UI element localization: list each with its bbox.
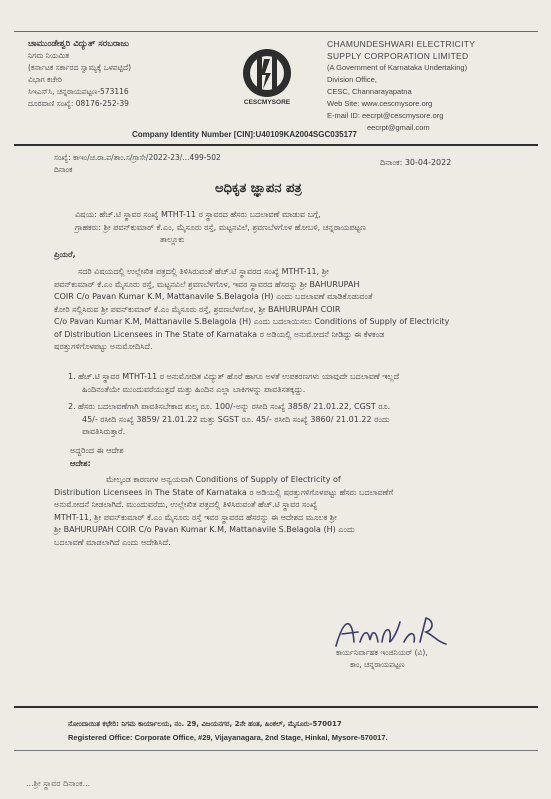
- condition-item-1: [68, 371, 399, 396]
- signatory-place: ಕಾಂ, ಚನ್ನರಾಯಪಟ್ಟಣ: [350, 660, 405, 669]
- condition-item-2: [68, 401, 390, 439]
- p1-line: COIR C/o Pavan Kumar K.M, Mattanavile S.Belagola (H) ಎಂದು ಬದಲಾವಣೆ ಮಾಡಿಕೊಡುವಂತೆ: [54, 292, 373, 301]
- logo-caption: CESCMYSORE: [243, 99, 291, 106]
- body-paragraph-2: [54, 474, 393, 549]
- item2-line: 2. ಹೆಸರು ಬದಲಾವಣೆಗಾಗಿ ಪಾವತಿಸಬೇಕಾದ ಶುಲ್ಕ ರೂ. 100/-ಅನ್ನು ರಸೀದಿ ಸಂಖ್ಯೆ 3858/ 21.01.22, CGST ರೂ.: [68, 402, 391, 411]
- reference-date: ದಿನಾಂಕ: 30-04-2022: [380, 158, 452, 167]
- footer-rule: [14, 706, 538, 708]
- item2-line: 45/- ರಸೀದಿ ಸಂಖ್ಯೆ 3859/ 21.01.22 ಮತ್ತು SGST ರೂ. 45/- ರಸೀದಿ ಸಂಖ್ಯೆ 3860/ 21.01.22 ರಂದು: [82, 414, 390, 424]
- org-line-2: ನಿಗಮ ನಿಯಮಿತ: [28, 51, 70, 60]
- item1-line: 1. ಹೆಚ್.ಟಿ ಸ್ಥಾವರ MTHT-11 ರ ಅನುಮೋದಿತ ವಿದ್ಯುತ್ ಹೊರೆ ಹಾಗೂ ಅಳತೆ ಉಪಕರಣಗಳು ಯಾವುದೇ ಬದಲಾವಣೆ ಇಲ್ಲದೆ: [68, 372, 400, 381]
- org-line-en-8: eecrpt@gmail.com: [367, 123, 430, 132]
- company-cin: Company Identity Number [CIN]:U40109KA2004SGC035177: [132, 130, 357, 139]
- reference-number: ಸಂಖ್ಯೆ: ಕಾಇಂ/ಚ.ರಾ.ಪ/ತಾಂ.ಸ/ಗ್ರಾಸೇ/2022-23/...499-502: [54, 153, 221, 162]
- org-line-en-7: E-mail ID: eecrpt@cescmysore.org: [327, 111, 444, 120]
- cesc-logo: [238, 45, 296, 111]
- org-line-5: ಸಿಇಎಸ್‌ಸಿ, ಚನ್ನರಾಯಪಟ್ಟಣ-573116: [28, 87, 129, 96]
- p2-line: ಮೇಲ್ಕಂಡ ಕಾರಣಗಳ ಅನ್ವಯವಾಗಿ Conditions of Supply of Electricity of: [106, 475, 341, 484]
- p2-line: ಬದಲಾವಣೆ ಮಾಡಲಾಗಿದೆ ಎಂದು ಆದೇಶಿಸಿದೆ.: [54, 537, 171, 547]
- org-name-kannada: ಚಾಮುಂಡೇಶ್ವರಿ ವಿದ್ಯುತ್ ಸರಬರಾಜು: [28, 39, 129, 49]
- org-line-en-6: Web Site: www.cescmysore.org: [327, 99, 433, 108]
- header-left: [28, 38, 131, 110]
- order-label: ಆದೇಶ:: [70, 459, 91, 468]
- signature-scribble: [330, 612, 460, 652]
- p1-line: ಸದರಿ ವಿಷಯದಲ್ಲಿ ಉಲ್ಲೇಖಿತ ಪತ್ರದಲ್ಲಿ ತಿಳಿಸಿರುವಂತೆ ಹೆಚ್.ಟಿ ಸ್ಥಾವರದ ಸಂಖ್ಯೆ MTHT-11, ಶ್ರೀ: [78, 267, 329, 276]
- item2-line: ಪಾವತಿಸಿರುತ್ತಾರೆ.: [82, 427, 126, 436]
- subject-line-1: ವಿಷಯ: ಹೆಚ್.ಟಿ ಸ್ಥಾವರ ಸಂಖ್ಯೆ MTHT-11 ರ ಸ್ಥಾವರದ ಹೆಸರು ಬದಲಾವಣೆ ಮಾಡುವ ಬಗ್ಗೆ,: [75, 210, 321, 219]
- p1-line: C/o Pavan Kumar K.M, Mattanavile S.Belagola (H) ಎಂದು ಬದಲಾಯಿಸಲು Conditions of Supply of Electricity: [54, 317, 450, 326]
- org-line-3: (ಕರ್ನಾಟಕ ಸರ್ಕಾರದ ಸ್ವಾಮ್ಯಕ್ಕೆ ಒಳಪಟ್ಟಿದೆ): [28, 63, 132, 72]
- p2-line: ಶ್ರೀ BAHURUPAH COIR C/o Pavan Kumar K.M, Mattanavile S.Belagola (H) ಎಂದು: [54, 525, 355, 534]
- p1-line: ಷರತ್ತುಗಳಿಗೊಳಪಟ್ಟು ಅನುಮೋದಿಸಿದೆ.: [54, 342, 153, 351]
- salutation: ಪ್ರಿಯರೆ,: [54, 250, 76, 259]
- subject-line-2: ಗ್ರಾಹಕರು: ಶ್ರೀ ಪವನ್‌ಕುಮಾರ್ ಕೆ.ಎಂ, ಮೈಸೂರು ರಸ್ತೆ, ಮಟ್ಟನವಿಲೆ, ಶ್ರವಣಬೆಳಗೊಳ ಹೋಬಳಿ, ಚನ್ನರಾಯಪಟ್ಟಣ: [75, 222, 366, 232]
- org-name-english-2: SUPPLY CORPORATION LIMITED: [327, 51, 469, 61]
- reference-to-label: ದಿನಾಂಕ: [54, 165, 73, 174]
- header-right: [327, 38, 475, 134]
- p1-line: ಕೋರಿ ಸಲ್ಲಿಸಿರುವ ಶ್ರೀ ಪವನ್‌ಕುಮಾರ್ ಕೆ.ಎಂ ಮೈಸೂರು ರಸ್ತೆ, ಶ್ರವಣಬೆಳಗೊಳ, ಶ್ರೀ BAHURUPAH COIR: [54, 304, 341, 314]
- signatory-title: ಕಾರ್ಯನಿರ್ವಾಹಕ ಇಂಜಿನಿಯರ್ (ವಿ),: [336, 648, 428, 657]
- footer-kannada: ನೋಂದಾಯಿತ ಕಛೇರಿ: ನಿಗಮ ಕಾರ್ಯಾಲಯ, ನಂ. 29, ವಿಜಯನಗರ, 2ನೇ ಹಂತ, ಹಿಂಕಲ್, ಮೈಸೂರು-570017: [68, 720, 342, 728]
- header-top-rule: [14, 31, 538, 32]
- accordingly-line: ಅದ್ದರಿಂದ ಈ ಆದೇಶ: [70, 446, 124, 455]
- memo-title: ಅಧಿಕೃತ ಜ್ಞಾಪನ ಪತ್ರ: [215, 181, 302, 196]
- org-line-en-4: Division Office,: [327, 75, 377, 84]
- subject-line-3: ತಾಲ್ಲೂಕು: [160, 235, 185, 244]
- p2-line: ಅನುಮೋದನೆ ನೀಡಲಾಗಿದೆ. ಮುಂದುವರೆದು, ಉಲ್ಲೇಖಿತ ಪತ್ರದಲ್ಲಿ ತಿಳಿಸಿರುವಂತೆ ಹೆಚ್.ಟಿ ಸ್ಥಾವರ ಸಂಖ್ಯೆ: [54, 500, 318, 509]
- item1-line: ಹಿಂದಿನಂತೆಯೇ ಮುಂದುವರೆಯುತ್ತದೆ ಮತ್ತು ಹಿಂದಿನ ಎಲ್ಲಾ ಬಾಕಿಗಳನ್ನು ಪಾವತಿಸತಕ್ಕದ್ದು.: [82, 384, 306, 394]
- footer-english: Registered Office: Corporate Office, #29, Vijayanagara, 2nd Stage, Hinkal, Mysore-570017.: [68, 733, 388, 742]
- p1-line: ಪವನ್‌ಕುಮಾರ್ ಕೆ.ಎಂ ಮೈಸೂರು ರಸ್ತೆ, ಮಟ್ಟನವಿಲೆ ಶ್ರವಣಬೆಳಗೊಳ, ಇವರ ಸ್ಥಾವರದ ಹೆಸರನ್ನು ಶ್ರೀ BAHURUPAH: [54, 279, 360, 289]
- org-name-english-1: CHAMUNDESHWARI ELECTRICITY: [327, 39, 476, 49]
- org-line-en-5: CESC, Channarayapatna: [327, 87, 412, 96]
- org-line-6: ದೂರವಾಣಿ ಸಂಖ್ಯೆ: 08176-252-39: [28, 99, 129, 108]
- org-line-4: ವಿಭಾಗ ಕಚೇರಿ: [28, 75, 62, 84]
- p1-line: of Distribution Licensees in The State of Karnataka ರ ಅಡಿಯಲ್ಲಿ ಅನುಮೋದನೆ ನೀಡಿದ್ದು ಈ ಕೆಳಕಂಡ: [54, 329, 385, 339]
- p2-line: MTHT-11, ಶ್ರೀ ಪವನ್‌ಕುಮಾರ್ ಕೆ.ಎಂ ಮೈಸೂರು ರಸ್ತೆ ಇವರ ಸ್ಥಾವರದ ಹೆಸರನ್ನು ಈ ಆದೇಶದ ಮೂಲಕ ಶ್ರೀ: [54, 512, 337, 522]
- org-line-en-3: (A Government of Karnataka Undertaking): [327, 63, 468, 72]
- body-paragraph-1: [54, 266, 449, 354]
- subject-block: [75, 209, 366, 247]
- bottom-fragment: ...ಶ್ರೀ ಸ್ಥಾವರ ದಿನಾಂಕ...: [26, 779, 91, 788]
- header-rule: [14, 144, 538, 146]
- footer-bottom-rule: [14, 750, 538, 751]
- p2-line: Distribution Licensees in The State of Karnataka ರ ಅಡಿಯಲ್ಲಿ ಷರತ್ತುಗಳಿಗೊಳಪಟ್ಟು ಹೆಸರು ಬದಲಾವಣೆಗೆ: [54, 487, 394, 497]
